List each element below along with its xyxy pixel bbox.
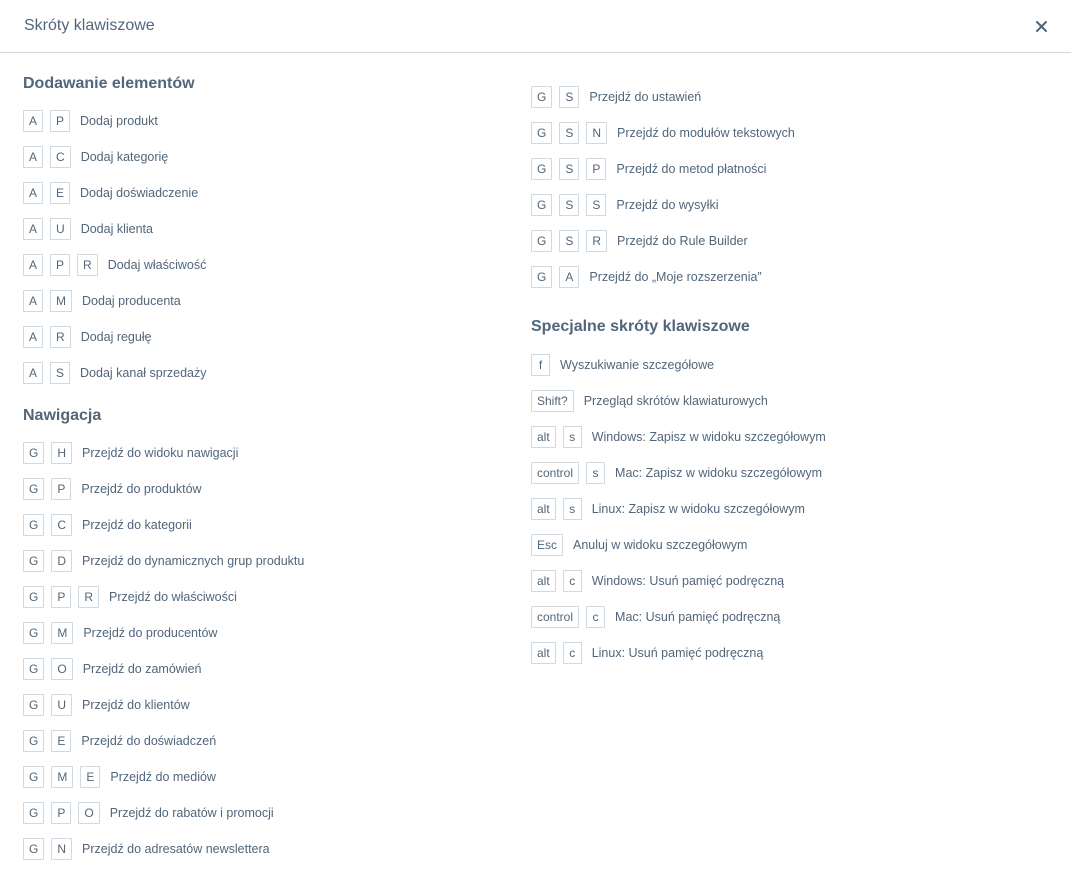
shortcut-row (23, 795, 531, 831)
key-cap: O (78, 802, 99, 824)
shortcut-row (531, 455, 1051, 491)
key-cap: Esc (531, 534, 563, 556)
shortcut-row (23, 355, 531, 391)
key-cap: control (531, 462, 579, 484)
right-column (531, 53, 1051, 867)
shortcut-row (23, 139, 531, 175)
shortcut-label: Przejdź do producentów (83, 626, 218, 640)
key-cap: Shift? (531, 390, 574, 412)
shortcut-row (23, 319, 531, 355)
shortcut-label: Przejdź do mediów (110, 770, 216, 784)
key-cap: N (51, 838, 72, 860)
key-cap: G (23, 586, 44, 608)
key-cap: G (23, 514, 44, 536)
shortcut-row (531, 223, 1051, 259)
shortcut-row (531, 79, 1051, 115)
shortcut-label: Przejdź do kategorii (82, 518, 192, 532)
shortcut-label: Dodaj produkt (80, 114, 158, 128)
shortcut-row (531, 599, 1051, 635)
key-cap: P (51, 802, 71, 824)
shortcut-row (531, 151, 1051, 187)
shortcut-label: Windows: Zapisz w widoku szczegółowym (591, 430, 826, 444)
shortcut-label: Przejdź do Rule Builder (617, 234, 748, 248)
shortcut-row (531, 259, 1051, 295)
shortcut-label: Dodaj właściwość (107, 258, 207, 272)
key-cap: G (531, 122, 552, 144)
key-cap: f (531, 354, 550, 376)
key-cap: G (531, 266, 552, 288)
shortcut-label: Anuluj w widoku szczegółowym (573, 538, 748, 552)
shortcut-label: Windows: Usuń pamięć podręczną (591, 574, 785, 588)
shortcut-label: Przejdź do klientów (82, 698, 190, 712)
key-cap: s (563, 498, 582, 520)
key-cap: S (559, 230, 579, 252)
shortcut-label: Dodaj kanał sprzedaży (80, 366, 207, 380)
key-cap: P (586, 158, 606, 180)
key-cap: S (559, 122, 579, 144)
key-cap: alt (531, 426, 556, 448)
key-cap: P (50, 110, 70, 132)
shortcut-label: Przejdź do doświadczeń (81, 734, 217, 748)
key-cap: G (23, 658, 44, 680)
key-cap: A (559, 266, 579, 288)
shortcut-row (23, 579, 531, 615)
shortcut-label: Dodaj kategorię (80, 150, 169, 164)
key-cap: A (23, 110, 43, 132)
close-icon (1036, 21, 1047, 32)
key-cap: alt (531, 498, 556, 520)
shortcut-row (531, 347, 1051, 383)
key-cap: A (23, 254, 43, 276)
key-cap: E (51, 730, 71, 752)
key-cap: G (531, 230, 552, 252)
key-cap: U (50, 218, 71, 240)
shortcut-label: Przegląd skrótów klawiaturowych (583, 394, 768, 408)
shortcut-label: Linux: Zapisz w widoku szczegółowym (591, 502, 805, 516)
shortcut-label: Przejdź do produktów (81, 482, 202, 496)
shortcut-label: Przejdź do zamówień (82, 662, 202, 676)
key-cap: C (50, 146, 71, 168)
key-cap: G (531, 86, 552, 108)
shortcut-label: Przejdź do modułów tekstowych (617, 126, 795, 140)
key-cap: c (563, 642, 582, 664)
shortcut-row (531, 383, 1051, 419)
close-button[interactable] (1032, 17, 1050, 35)
key-cap: c (563, 570, 582, 592)
key-cap: A (23, 326, 43, 348)
shortcut-label: Przejdź do metod płatności (616, 162, 767, 176)
shortcut-label: Przejdź do widoku nawigacji (82, 446, 239, 460)
key-cap: E (80, 766, 100, 788)
key-cap: H (51, 442, 72, 464)
key-cap: R (586, 230, 607, 252)
key-cap: E (50, 182, 70, 204)
shortcut-row (23, 435, 531, 471)
key-cap: M (50, 290, 72, 312)
shortcut-label: Przejdź do ustawień (589, 90, 702, 104)
key-cap: R (78, 586, 99, 608)
key-cap: C (51, 514, 72, 536)
key-cap: D (51, 550, 72, 572)
key-cap: G (23, 622, 44, 644)
shortcut-label: Przejdź do dynamicznych grup produktu (82, 554, 305, 568)
left-column (23, 53, 531, 867)
modal-header (0, 0, 1071, 53)
shortcut-row (531, 527, 1051, 563)
shortcut-label: Przejdź do „Moje rozszerzenia” (589, 270, 762, 284)
key-cap: A (23, 146, 43, 168)
shortcut-label: Dodaj producenta (82, 294, 181, 308)
shortcut-row (23, 175, 531, 211)
key-cap: G (23, 550, 44, 572)
key-cap: control (531, 606, 579, 628)
shortcut-label: Dodaj regułę (80, 330, 152, 344)
key-cap: U (51, 694, 72, 716)
key-cap: S (586, 194, 606, 216)
key-cap: S (559, 194, 579, 216)
key-cap: G (23, 838, 44, 860)
shortcut-row (23, 723, 531, 759)
shortcut-row (531, 635, 1051, 671)
key-cap: P (51, 586, 71, 608)
shortcut-row (531, 187, 1051, 223)
key-cap: G (23, 442, 44, 464)
key-cap: c (586, 606, 605, 628)
key-cap: A (23, 182, 43, 204)
shortcut-row (23, 687, 531, 723)
key-cap: G (23, 478, 44, 500)
shortcut-label: Wyszukiwanie szczegółowe (560, 358, 715, 372)
key-cap: G (531, 194, 552, 216)
shortcut-label: Mac: Zapisz w widoku szczegółowym (615, 466, 823, 480)
key-cap: R (77, 254, 98, 276)
key-cap: A (23, 362, 43, 384)
modal-title: Skróty klawiszowe (24, 17, 155, 34)
shortcut-label: Mac: Usuń pamięć podręczną (615, 610, 781, 624)
key-cap: S (559, 86, 579, 108)
key-cap: M (51, 622, 73, 644)
shortcut-row (23, 615, 531, 651)
key-cap: G (23, 730, 44, 752)
shortcut-row (23, 651, 531, 687)
section-title: Dodawanie elementów (23, 75, 195, 92)
section-title: Nawigacja (23, 407, 102, 424)
shortcut-label: Przejdź do właściwości (109, 590, 237, 604)
shortcut-row (23, 211, 531, 247)
key-cap: S (559, 158, 579, 180)
modal-body (0, 53, 1071, 867)
shortcut-label: Dodaj klienta (80, 222, 153, 236)
shortcut-label: Przejdź do rabatów i promocji (109, 806, 274, 820)
shortcut-row (23, 759, 531, 795)
shortcut-row (531, 419, 1051, 455)
shortcut-label: Dodaj doświadczenie (80, 186, 199, 200)
shortcut-row (531, 115, 1051, 151)
shortcut-row (23, 103, 531, 139)
key-cap: P (51, 478, 71, 500)
shortcut-row (23, 471, 531, 507)
section-title: Specjalne skróty klawiszowe (531, 318, 750, 335)
key-cap: M (51, 766, 73, 788)
key-cap: s (586, 462, 605, 484)
key-cap: G (23, 802, 44, 824)
key-cap: G (23, 694, 44, 716)
key-cap: alt (531, 570, 556, 592)
shortcut-row (23, 507, 531, 543)
shortcut-label: Przejdź do adresatów newslettera (82, 842, 270, 856)
key-cap: N (586, 122, 607, 144)
key-cap: S (50, 362, 70, 384)
key-cap: A (23, 218, 43, 240)
shortcut-label: Przejdź do wysyłki (616, 198, 719, 212)
key-cap: A (23, 290, 43, 312)
shortcut-row (531, 563, 1051, 599)
key-cap: R (50, 326, 71, 348)
shortcut-row (23, 831, 531, 867)
key-cap: P (50, 254, 70, 276)
shortcut-row (23, 543, 531, 579)
shortcut-row (23, 283, 531, 319)
key-cap: O (51, 658, 72, 680)
key-cap: G (23, 766, 44, 788)
shortcut-row (531, 491, 1051, 527)
key-cap: s (563, 426, 582, 448)
key-cap: alt (531, 642, 556, 664)
key-cap: G (531, 158, 552, 180)
shortcut-label: Linux: Usuń pamięć podręczną (591, 646, 764, 660)
shortcut-row (23, 247, 531, 283)
